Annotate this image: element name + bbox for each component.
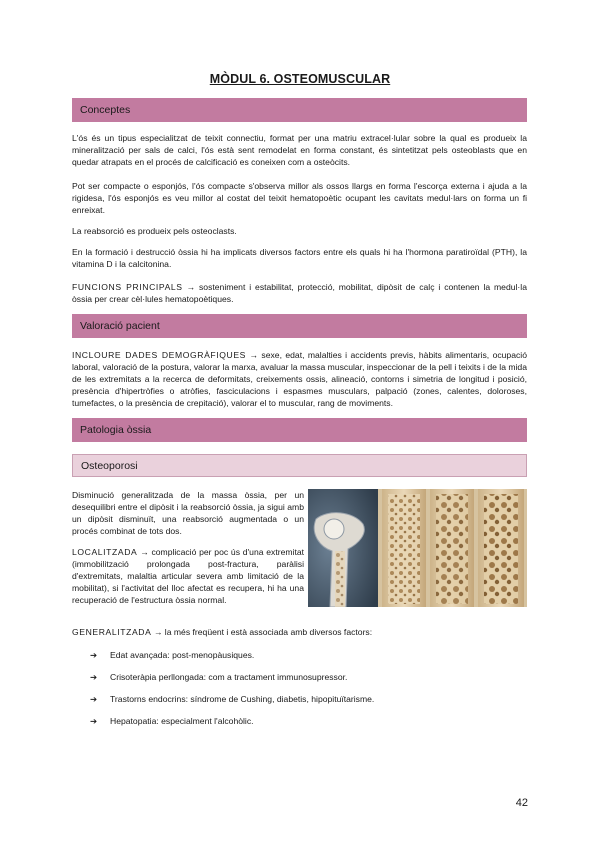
- paragraph-factors: En la formació i destrucció òssia hi ha implicats diversos factors entre els quals hi ha l'hormona paratiroïdal (PTH), la vitamina D i la calcitonina.: [72, 247, 527, 269]
- paragraph-patient-assessment: [72, 349, 527, 409]
- generalized-text: → la més freqüent i està associada amb diversos factors:: [151, 627, 373, 637]
- assessment-lead: INCLOURE DADES DEMOGRÀFIQUES: [72, 350, 247, 360]
- arrow-icon: ➔: [90, 650, 98, 660]
- section-header-conceptes: Conceptes: [72, 98, 527, 122]
- paragraph-bone-types: Pot ser compacte o esponjós, l'ós compacte s'observa millor als ossos llargs en forma l'escorça externa i ajuda a la rigidesa, l'ós esponjós es veu millor al costat del teixit hematopoètic ocupant les cavitats medul·lars on forma un fi enreixat.: [72, 181, 527, 215]
- paragraph-reabsorption: La reabsorció es produeix pels osteoclasts.: [72, 226, 237, 236]
- functions-lead: FUNCIONS PRINCIPALS: [72, 282, 183, 292]
- localized-lead: LOCALITZADA: [72, 547, 138, 557]
- paragraph-bone-definition: L'ós és un tipus especialitzat de teixit connectiu, format per una matriu extracel·lular sobre la qual es produeix la mineralització per sals de calci, l'ós està sent remodelat en forma constant, és sintetitzat pels osteoblasts que en quedar atrapats en el procés de calcificació es coneixen com a osteòcits.: [72, 133, 527, 167]
- bullet-text: Trastorns endocrins: síndrome de Cushing, diabetis, hipopituïtarisme.: [110, 694, 375, 704]
- osteoporosis-illustration: [308, 489, 527, 607]
- bone-illustration-svg: [308, 489, 527, 607]
- section-header-patologia: Patologia òssia: [72, 418, 527, 442]
- page-title: MÒDUL 6. OSTEOMUSCULAR: [209, 72, 391, 86]
- list-item: [90, 671, 347, 683]
- paragraph-osteoporosis-definition: Disminució generalitzada de la massa òssia, per un desequilibri entre el dipòsit i la reabsorció òssia, ja sigui amb un dipòsit disminuït, una reabsorció augmentada o un procés combinat de tots dos.: [72, 490, 304, 536]
- paragraph-main-functions: [72, 281, 527, 305]
- section-header-valoracio: Valoració pacient: [72, 314, 527, 338]
- generalized-lead: GENERALITZADA: [72, 627, 152, 637]
- paragraph-localized: [72, 546, 304, 606]
- assessment-text: → sexe, edat, malalties i accidents previs, hàbits alimentaris, ocupació laboral, valoració de la postura, valorar la marxa, avaluar la massa muscular, inspeccionar de la pell i teixits i de la mida de les extremitats a la recerca de deformitats, creixements ossis, alineació, contorns i simetria de longitud i posició, presència d'hipertròfies o atròfies, fasciculacions i espasmes musculars, palpació (zones, calentes, doloroses, tumefactes, o la presència de crepitació), valorar el to muscular, rang de moviments.: [72, 350, 527, 408]
- bullet-text: Crisoteràpia perllongada: com a tractament immunosupressor.: [110, 672, 348, 682]
- arrow-icon: ➔: [90, 694, 98, 704]
- subsection-header-osteoporosi: Osteoporosi: [72, 454, 527, 477]
- list-item: [90, 715, 254, 727]
- localized-text: → complicació per poc ús d'una extremitat (immobilització prolongada post-fractura, paràlisi d'extremitats, malaltia articular severa amb limitació de la mobilitat), si l'activitat del lloc afectat es recupera, hi ha una recuperació de l'estructura òssia normal.: [72, 547, 304, 605]
- arrow-icon: ➔: [90, 716, 98, 726]
- bullet-text: Hepatopatia: especialment l'alcohòlic.: [110, 716, 254, 726]
- arrow-icon: ➔: [90, 672, 98, 682]
- list-item: [90, 649, 254, 661]
- list-item: [90, 693, 374, 705]
- paragraph-generalized: [72, 626, 527, 638]
- functions-text: → sosteniment i estabilitat, protecció, mobilitat, dipòsit de calç i contenen la medul·la òssia per crear cèl·lules hematopoètiques.: [72, 282, 527, 304]
- bullet-text: Edat avançada: post-menopàusiques.: [110, 650, 255, 660]
- page-number: 42: [515, 797, 528, 809]
